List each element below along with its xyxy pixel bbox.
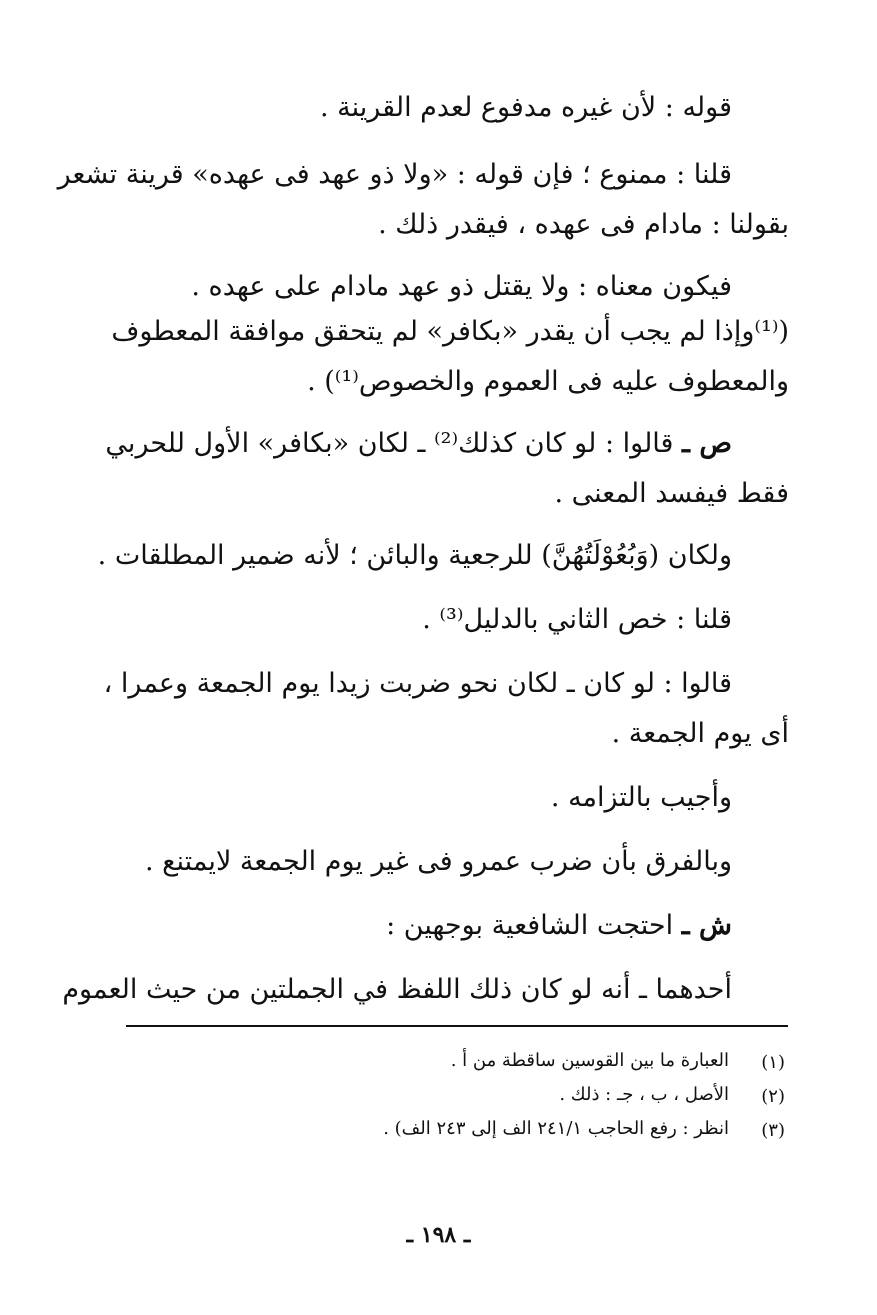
footnote-1-text: العبارة ما بين القوسين ساقطة من أ .: [450, 1050, 729, 1071]
marker-sad: ص ـ: [682, 428, 732, 459]
page-number: ـ ١٩٨ ـ: [406, 1222, 471, 1248]
footnote-3-text: انظر : رفع الحاجب ٢٤١/١ الف إلى ٢٤٣ الف) .: [383, 1118, 729, 1139]
text-line-4: فيكون معناه : ولا يقتل ذو عهد مادام على عهده .: [191, 271, 732, 302]
text-line-14: وبالفرق بأن ضرب عمرو فى غير يوم الجمعة لايمتنع .: [144, 846, 732, 877]
text-line-5: (⁽¹⁾وإذا لم يجب أن يقدر «بكافر» لم يتحقق موافقة المعطوف: [111, 316, 789, 347]
text-line-10: قلنا : خص الثاني بالدليل⁽³⁾ .: [422, 604, 732, 635]
text-line-2: قلنا : ممنوع ؛ فإن قوله : «ولا ذو عهد فى عهده» قرينة تشعر: [57, 159, 732, 190]
text-line-9: ولكان (وَبُعُوْلَتُهُنَّ) للرجعية والبائن ؛ لأنه ضمير المطلقات .: [97, 540, 732, 571]
text-line-16: أحدهما ـ أنه لو كان ذلك اللفظ في الجملتين من حيث العموم: [62, 974, 732, 1005]
marker-shin: ش ـ: [681, 910, 732, 941]
footnote-3-number: (٣): [761, 1120, 785, 1141]
marker-qalu: قالوا :: [604, 428, 674, 459]
footnote-1-number: (١): [761, 1052, 785, 1073]
text-line-3: بقولنا : مادام فى عهده ، فيقدر ذلك .: [378, 209, 789, 240]
footnote-2-number: (٢): [761, 1086, 785, 1107]
text-line-6: والمعطوف عليه فى العموم والخصوص⁽¹⁾) .: [307, 366, 789, 397]
footnote-2-text: الأصل ، ب ، جـ : ذلك .: [559, 1084, 729, 1105]
text-line-7-body: لو كان كذلك⁽²⁾ ـ لكان «بكافر» الأول للحربي: [105, 428, 597, 459]
text-line-7: [105, 424, 732, 464]
text-line-11: قالوا : لو كان ـ لكان نحو ضربت زيدا يوم الجمعة وعمرا ،: [103, 668, 732, 699]
text-line-15: [386, 906, 732, 946]
text-line-15-body: احتجت الشافعية بوجهين :: [386, 910, 674, 941]
text-line-12: أى يوم الجمعة .: [611, 718, 789, 749]
text-line-1: قوله : لأن غيره مدفوع لعدم القرينة .: [319, 92, 732, 123]
footnote-separator: [126, 1025, 788, 1027]
text-line-8: فقط فيفسد المعنى .: [554, 478, 789, 509]
text-line-13: وأجيب بالتزامه .: [550, 782, 732, 813]
